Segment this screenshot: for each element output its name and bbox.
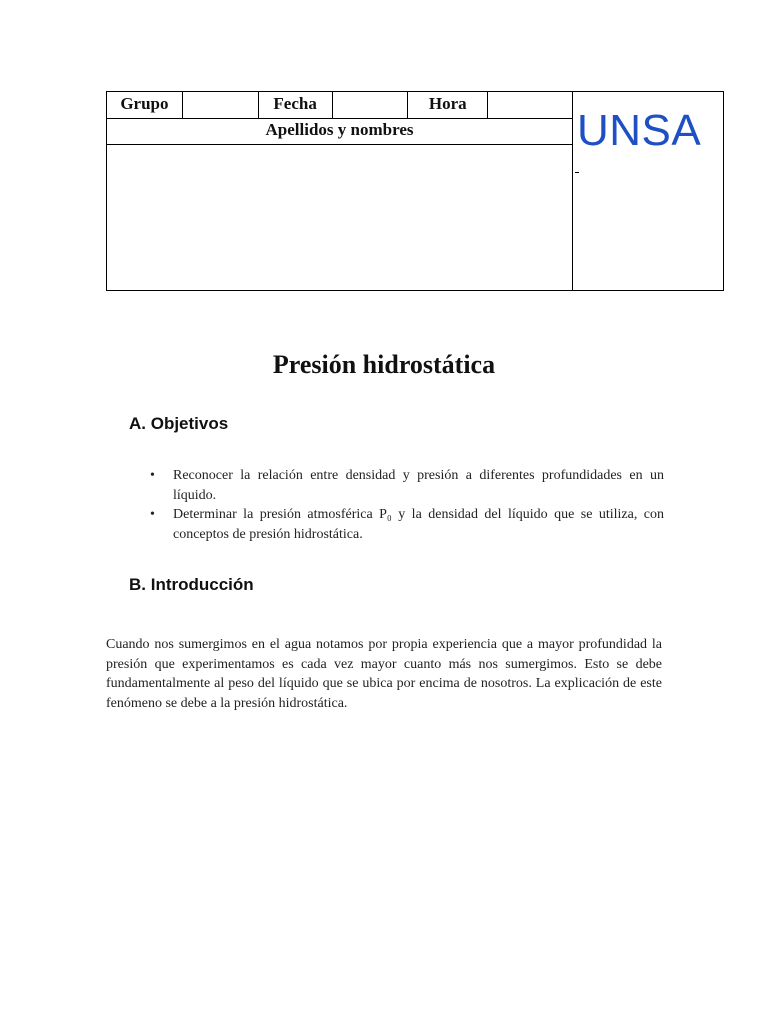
page-title: Presión hidrostática: [272, 350, 496, 379]
grupo-label: Grupo: [107, 92, 183, 118]
names-field[interactable]: [107, 145, 572, 290]
fecha-label: Fecha: [259, 92, 333, 118]
hora-label: Hora: [408, 92, 488, 118]
header-row-meta: [107, 92, 572, 119]
fecha-field[interactable]: [333, 92, 409, 118]
names-label: Apellidos y nombres: [107, 119, 572, 145]
section-heading-objetivos: A. Objetivos: [129, 414, 229, 433]
header-table: [106, 91, 724, 291]
divider-tick: [575, 172, 579, 173]
header-info-section: [107, 92, 573, 290]
unsa-logo: UNSA: [577, 106, 702, 155]
hora-field[interactable]: [488, 92, 572, 118]
list-item: • Reconocer la relación entre densidad y presión a diferentes profundidades en un líquido.: [150, 466, 664, 505]
list-item: • Determinar la presión atmosférica P₀ y la densidad del líquido que se utiliza, con conceptos de presión hidrostática.: [150, 505, 664, 544]
grupo-field[interactable]: [183, 92, 259, 118]
section-heading-introduccion: B. Introducción: [129, 575, 254, 594]
intro-paragraph: Cuando nos sumergimos en el agua notamos por propia experiencia que a mayor profundidad la presión que experimentamos es cada vez mayor cuanto más nos sumergimos. Esto se debe fundamentalmente al peso del líquido que se ubica por encima de nosotros. La explicación de este fenómeno se debe a la presión hidrostática.: [106, 637, 662, 711]
objectives-list: [150, 466, 664, 544]
